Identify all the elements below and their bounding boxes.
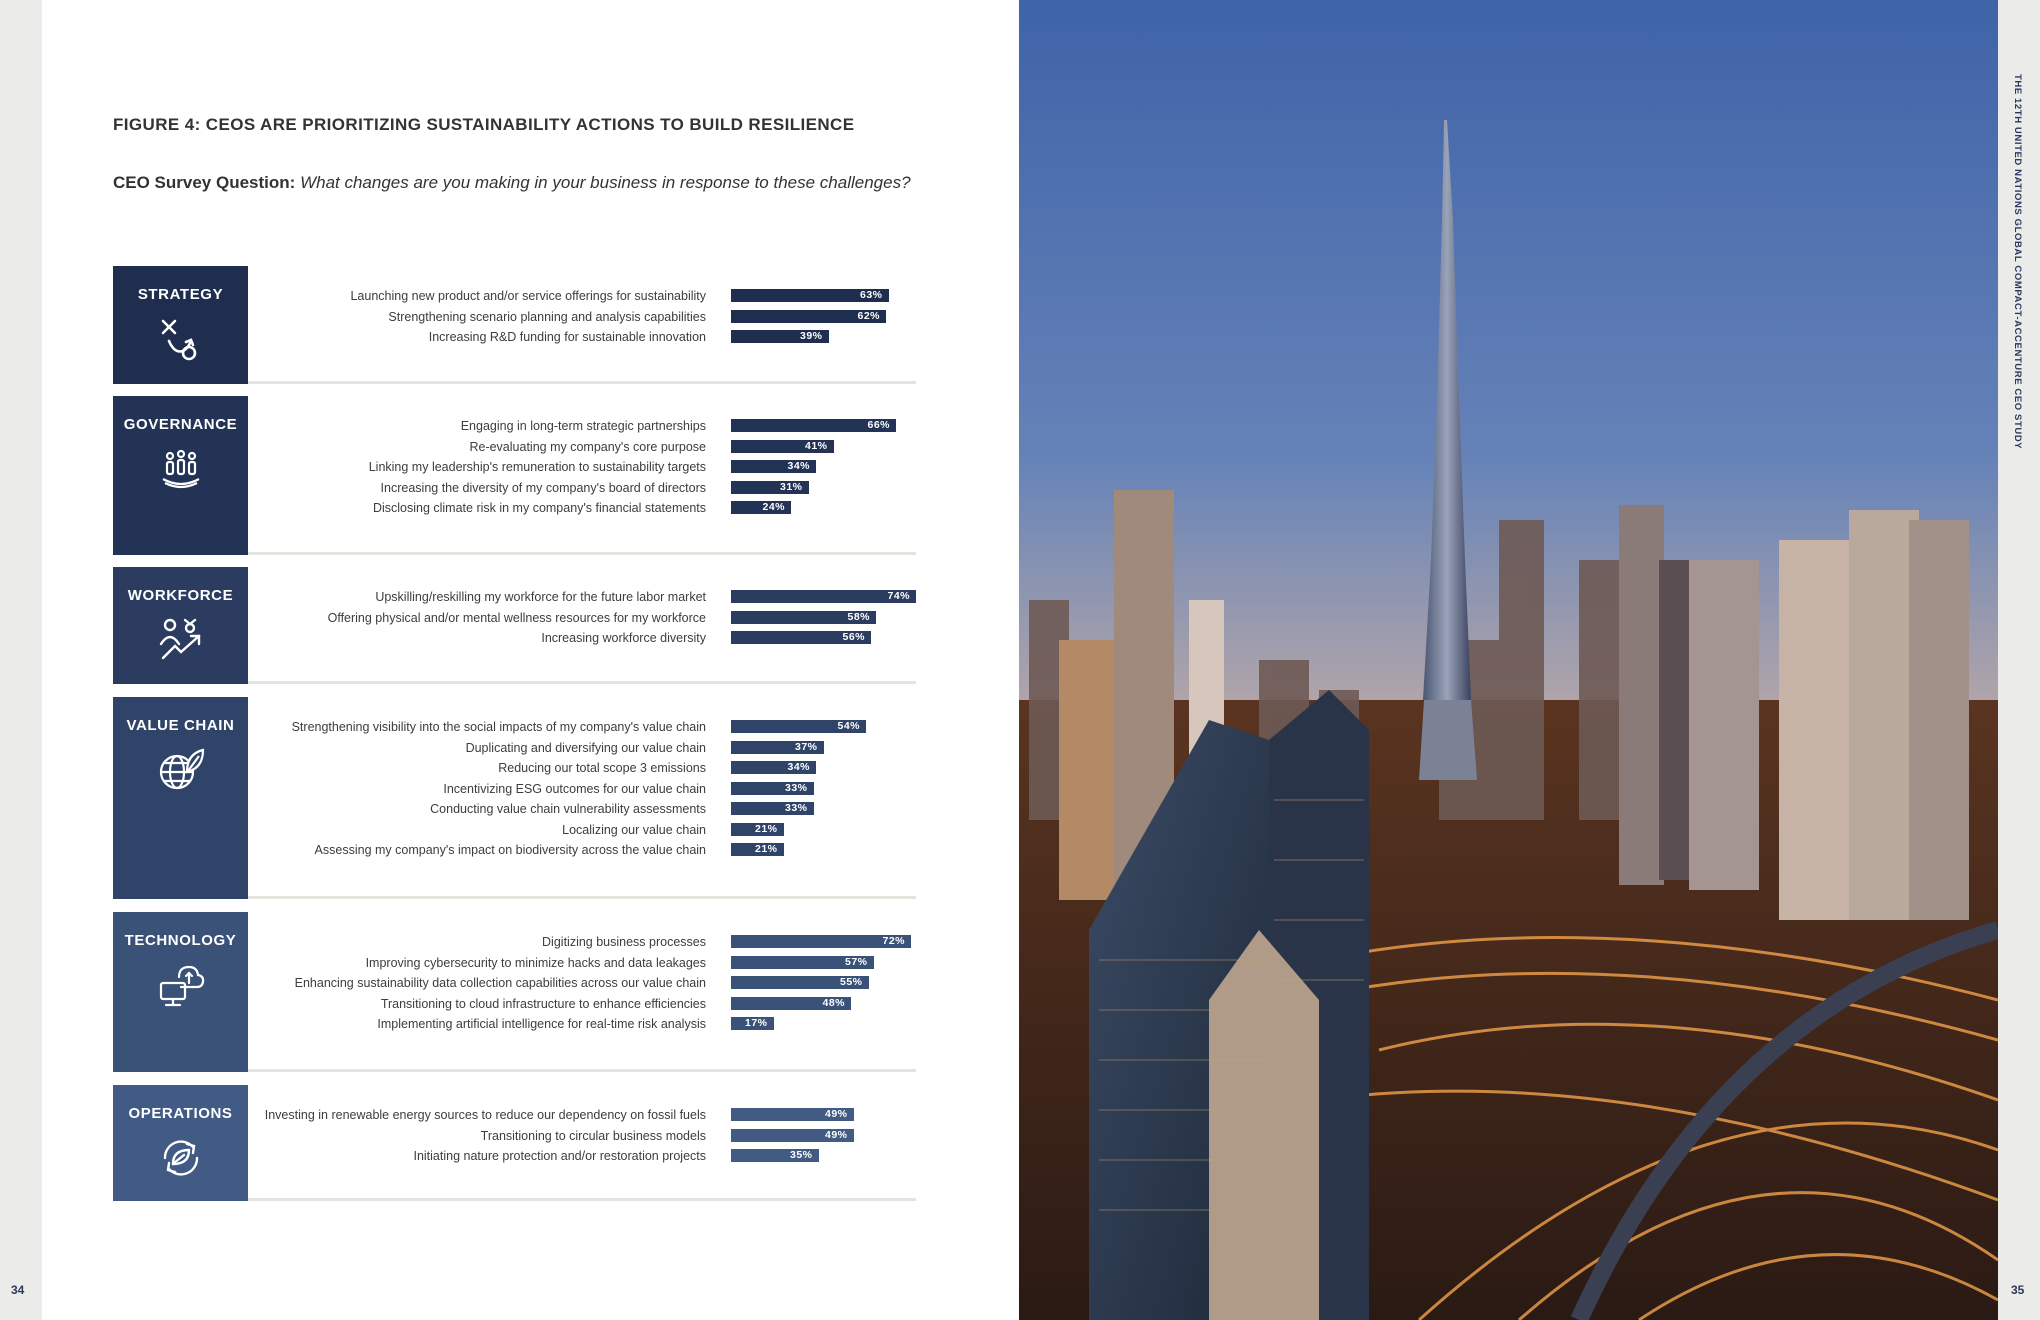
bar: [731, 956, 874, 969]
bar-row: [248, 458, 916, 479]
section-strategy: [113, 266, 916, 384]
bar-value-label: 34%: [787, 460, 810, 472]
bar-label: Disclosing climate risk in my company's financial statements: [372, 501, 706, 515]
bar-row: [248, 308, 916, 329]
category-label-governance: GOVERNANCE: [123, 416, 238, 433]
category-box-technology: [113, 912, 248, 1072]
bar-value-label: 63%: [859, 289, 883, 301]
bar: [731, 1149, 819, 1162]
bar: [731, 823, 784, 836]
bar-value-label: 35%: [789, 1149, 813, 1161]
bar-value-label: 49%: [824, 1128, 848, 1141]
bar-label: Strengthening scenario planning and analysis capabilities: [388, 309, 706, 324]
left-page-number: 34: [11, 1283, 25, 1297]
left-page-margin: [0, 0, 42, 1320]
bar-row: [248, 800, 916, 821]
bar-value-label: 31%: [779, 480, 803, 493]
bar: [731, 481, 809, 494]
bar-row: [248, 328, 916, 349]
bar: [731, 761, 816, 774]
bar-row: [248, 438, 916, 459]
bar-row: [248, 933, 916, 954]
bar-row: [248, 841, 916, 862]
bar-label: Digitizing business processes: [542, 935, 706, 949]
category-box-operations: [113, 1085, 248, 1201]
survey-question: [113, 173, 911, 193]
bar-value-label: 66%: [867, 419, 890, 431]
bar: [731, 590, 916, 603]
bar: [731, 611, 876, 624]
bar-value-label: 54%: [837, 720, 860, 732]
bar: [731, 631, 871, 644]
bar-value-label: 72%: [882, 935, 905, 947]
bar: [731, 501, 791, 514]
bar-label: Localizing our value chain: [562, 822, 706, 837]
bar-label: Engaging in long-term strategic partnerships: [460, 419, 706, 433]
running-head: THE 12TH UNITED NATIONS GLOBAL COMPACT-ACCENTURE CEO STUDY: [2012, 74, 2023, 450]
bar: [731, 310, 886, 323]
survey-question-text: What changes are you making in your business in response to these challenges?: [300, 173, 911, 192]
bar: [731, 440, 834, 453]
workforce-icon: [157, 616, 205, 664]
bar: [731, 997, 851, 1010]
bar: [731, 782, 814, 795]
section-governance: [113, 396, 916, 555]
bar-value-label: 58%: [847, 610, 870, 623]
bar: [731, 1129, 854, 1142]
bar-value-label: 41%: [804, 439, 828, 452]
bar-value-label: 55%: [839, 976, 863, 988]
bar-value-label: 33%: [784, 781, 808, 794]
figure-title: FIGURE 4: CEOS ARE PRIORITIZING SUSTAINABILITY ACTIONS TO BUILD RESILIENCE: [113, 115, 855, 134]
rows-operations: [248, 1106, 916, 1168]
bar-value-label: 62%: [857, 309, 880, 322]
section-technology: [113, 912, 916, 1072]
bar-label: Transitioning to cloud infrastructure to enhance efficiencies: [380, 996, 706, 1011]
rows-governance: [248, 417, 916, 520]
bar-label: Investing in renewable energy sources to reduce our dependency on fossil fuels: [264, 1108, 706, 1122]
bar-label: Linking my leadership's remuneration to sustainability targets: [368, 460, 706, 474]
bar-label: Assessing my company's impact on biodiversity across the value chain: [314, 843, 706, 857]
bar: [731, 935, 911, 948]
bar-label: Strengthening visibility into the social impacts of my company's value chain: [291, 720, 706, 734]
category-box-workforce: [113, 567, 248, 684]
bar: [731, 802, 814, 815]
category-box-value-chain: [113, 697, 248, 899]
bar: [731, 976, 869, 989]
category-label-strategy: STRATEGY: [137, 286, 224, 303]
bar-row: [248, 780, 916, 801]
bar-row: [248, 287, 916, 308]
section-operations: [113, 1085, 916, 1201]
bar-row: [248, 629, 916, 650]
rows-value-chain: [248, 718, 916, 862]
bar-row: [248, 821, 916, 842]
bar-row: [248, 954, 916, 975]
bar: [731, 741, 824, 754]
bar-label: Increasing the diversity of my company's board of directors: [380, 480, 706, 495]
section-workforce: [113, 567, 916, 684]
right-page-number: 35: [2011, 1283, 2025, 1297]
value-chain-icon: [157, 746, 205, 794]
bar-row: [248, 1106, 916, 1127]
category-label-technology: TECHNOLOGY: [124, 932, 237, 949]
bar-value-label: 39%: [799, 330, 823, 342]
bar-label: Improving cybersecurity to minimize hacks and data leakages: [365, 955, 706, 970]
bar-row: [248, 1147, 916, 1168]
bar-value-label: 24%: [762, 501, 785, 513]
bar-row: [248, 974, 916, 995]
bar-label: Offering physical and/or mental wellness resources for my workforce: [327, 610, 706, 625]
bar-value-label: 34%: [787, 761, 810, 773]
bar-value-label: 17%: [744, 1017, 768, 1029]
bar-label: Initiating nature protection and/or restoration projects: [413, 1149, 706, 1163]
bar-value-label: 74%: [887, 590, 910, 602]
bar-value-label: 33%: [784, 802, 808, 814]
bar-label: Reducing our total scope 3 emissions: [498, 761, 706, 775]
section-value-chain: [113, 697, 916, 899]
bar-label: Increasing workforce diversity: [541, 631, 706, 645]
governance-icon: [157, 445, 205, 493]
bar-label: Conducting value chain vulnerability assessments: [430, 802, 706, 816]
bar-row: [248, 995, 916, 1016]
bar-label: Increasing R&D funding for sustainable innovation: [428, 330, 706, 344]
bar-row: [248, 588, 916, 609]
bar-label: Upskilling/reskilling my workforce for the future labor market: [375, 590, 706, 604]
bar-label: Re-evaluating my company's core purpose: [469, 439, 706, 454]
category-box-strategy: [113, 266, 248, 384]
rows-technology: [248, 933, 916, 1036]
strategy-icon: [157, 315, 205, 363]
bar-value-label: 56%: [842, 631, 865, 643]
operations-icon: [157, 1134, 205, 1182]
category-label-operations: OPERATIONS: [128, 1105, 233, 1122]
bar-label: Implementing artificial intelligence for real-time risk analysis: [377, 1017, 706, 1031]
bar-row: [248, 1015, 916, 1036]
bar-value-label: 49%: [824, 1108, 848, 1120]
bar-value-label: 37%: [794, 740, 818, 753]
survey-question-label: CEO Survey Question:: [113, 173, 296, 192]
bar-label: Transitioning to circular business models: [480, 1128, 706, 1143]
technology-icon: [157, 961, 205, 1009]
bar: [731, 289, 889, 302]
bar-value-label: 21%: [754, 843, 778, 855]
bar: [731, 1017, 774, 1030]
bar: [731, 843, 784, 856]
bar-label: Launching new product and/or service offerings for sustainability: [350, 289, 706, 303]
city-skyline-photo: [1019, 0, 1998, 1320]
rows-strategy: [248, 287, 916, 349]
bar-row: [248, 609, 916, 630]
bar-value-label: 57%: [844, 955, 868, 968]
bar: [731, 1108, 854, 1121]
bar-value-label: 48%: [822, 996, 845, 1009]
bar-label: Duplicating and diversifying our value chain: [465, 740, 706, 755]
bar: [731, 460, 816, 473]
bar-row: [248, 479, 916, 500]
bar-value-label: 21%: [754, 822, 778, 835]
category-box-governance: [113, 396, 248, 555]
bar-row: [248, 759, 916, 780]
bar-row: [248, 739, 916, 760]
bar: [731, 720, 866, 733]
bar-label: Enhancing sustainability data collection capabilities across our value chain: [294, 976, 706, 990]
bar: [731, 419, 896, 432]
bar-row: [248, 417, 916, 438]
bar: [731, 330, 829, 343]
bar-row: [248, 718, 916, 739]
category-label-value-chain: VALUE CHAIN: [126, 717, 235, 734]
category-label-workforce: WORKFORCE: [127, 587, 234, 604]
bar-row: [248, 499, 916, 520]
bar-row: [248, 1127, 916, 1148]
bar-label: Incentivizing ESG outcomes for our value chain: [443, 781, 706, 796]
rows-workforce: [248, 588, 916, 650]
